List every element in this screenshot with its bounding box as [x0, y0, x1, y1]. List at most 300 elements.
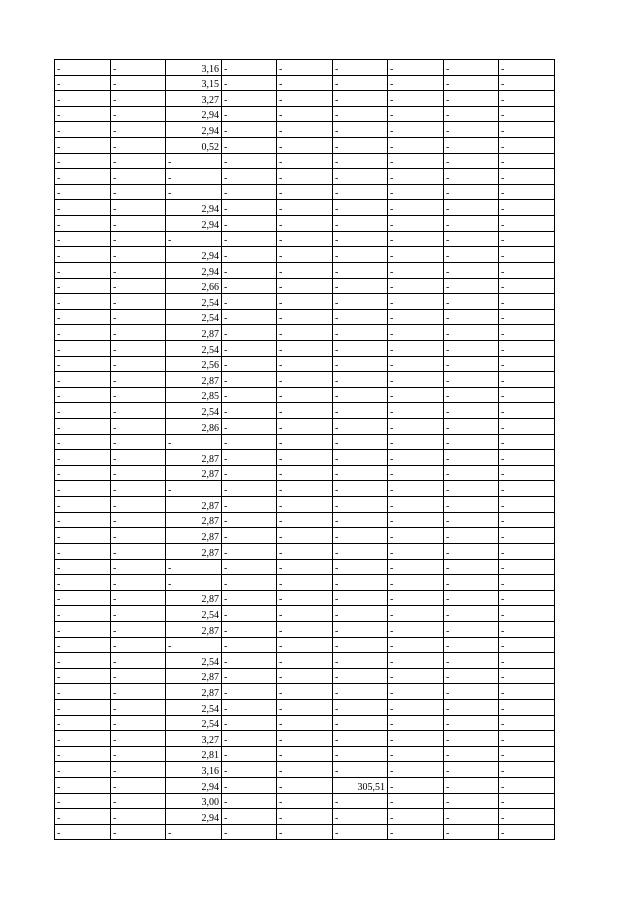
- table-cell: -: [499, 746, 555, 762]
- table-cell: -: [277, 543, 333, 559]
- table-cell: -: [499, 606, 555, 622]
- table-cell: -: [277, 106, 333, 122]
- table-cell: -: [111, 138, 166, 154]
- table-row: [55, 309, 555, 325]
- table-cell: -: [55, 715, 111, 731]
- table-cell: 2,94: [166, 247, 222, 263]
- table-cell: -: [444, 621, 499, 637]
- table-row: [55, 559, 555, 575]
- table-row: [55, 778, 555, 794]
- table-cell: -: [55, 824, 111, 840]
- table-cell: -: [444, 465, 499, 481]
- table-row: [55, 450, 555, 466]
- table-cell: -: [333, 91, 388, 107]
- table-cell: -: [277, 231, 333, 247]
- table-cell: -: [55, 184, 111, 200]
- table-cell: -: [277, 450, 333, 466]
- table-cell: -: [499, 434, 555, 450]
- table-cell: 2,54: [166, 715, 222, 731]
- table-cell: -: [111, 684, 166, 700]
- table-cell: -: [222, 684, 277, 700]
- table-cell: -: [222, 778, 277, 794]
- table-cell: -: [444, 497, 499, 513]
- table-cell: -: [388, 153, 444, 169]
- table-cell: -: [388, 512, 444, 528]
- table-cell: -: [277, 715, 333, 731]
- table-cell: -: [333, 356, 388, 372]
- table-cell: -: [333, 653, 388, 669]
- table-cell: -: [222, 75, 277, 91]
- table-cell: -: [388, 75, 444, 91]
- table-cell: -: [388, 106, 444, 122]
- table-cell: -: [333, 387, 388, 403]
- table-cell: -: [277, 325, 333, 341]
- table-cell: -: [277, 559, 333, 575]
- table-cell: -: [388, 184, 444, 200]
- table-cell: -: [222, 122, 277, 138]
- table-cell: 305,51: [333, 778, 388, 794]
- table-cell: -: [111, 200, 166, 216]
- table-cell: -: [55, 575, 111, 591]
- table-row: [55, 60, 555, 76]
- table-cell: -: [499, 699, 555, 715]
- table-cell: -: [222, 294, 277, 310]
- table-cell: -: [111, 450, 166, 466]
- table-cell: -: [444, 262, 499, 278]
- table-cell: -: [222, 497, 277, 513]
- table-cell: -: [222, 169, 277, 185]
- table-cell: -: [333, 762, 388, 778]
- table-cell: 2,87: [166, 450, 222, 466]
- table-cell: -: [222, 512, 277, 528]
- table-cell: 2,87: [166, 465, 222, 481]
- table-cell: -: [333, 325, 388, 341]
- table-cell: -: [277, 60, 333, 76]
- table-cell: -: [111, 106, 166, 122]
- table-cell: -: [333, 262, 388, 278]
- table-cell: -: [222, 746, 277, 762]
- table-cell: -: [111, 294, 166, 310]
- table-cell: -: [55, 309, 111, 325]
- table-cell: -: [222, 668, 277, 684]
- table-cell: -: [444, 169, 499, 185]
- table-cell: 2,87: [166, 668, 222, 684]
- table-cell: -: [333, 699, 388, 715]
- table-cell: -: [55, 325, 111, 341]
- table-row: [55, 91, 555, 107]
- table-row: [55, 731, 555, 747]
- table-cell: -: [388, 575, 444, 591]
- table-cell: -: [55, 731, 111, 747]
- table-cell: -: [333, 481, 388, 497]
- table-cell: -: [55, 699, 111, 715]
- table-cell: -: [222, 403, 277, 419]
- table-cell: 2,94: [166, 216, 222, 232]
- table-cell: -: [444, 793, 499, 809]
- table-cell: -: [444, 809, 499, 825]
- table-cell: -: [388, 325, 444, 341]
- table-cell: -: [166, 153, 222, 169]
- table-row: [55, 715, 555, 731]
- table-cell: -: [333, 278, 388, 294]
- table-row: [55, 184, 555, 200]
- table-cell: -: [222, 715, 277, 731]
- table-cell: -: [499, 824, 555, 840]
- table-cell: -: [499, 262, 555, 278]
- table-cell: -: [222, 262, 277, 278]
- table-cell: -: [222, 278, 277, 294]
- table-cell: -: [277, 637, 333, 653]
- table-row: [55, 762, 555, 778]
- table-cell: -: [111, 372, 166, 388]
- table-cell: -: [499, 153, 555, 169]
- table-cell: -: [499, 512, 555, 528]
- table-cell: -: [222, 465, 277, 481]
- table-cell: -: [55, 434, 111, 450]
- table-cell: -: [111, 653, 166, 669]
- table-cell: -: [55, 247, 111, 263]
- table-cell: -: [277, 793, 333, 809]
- table-row: [55, 75, 555, 91]
- table-cell: -: [499, 684, 555, 700]
- table-cell: -: [499, 169, 555, 185]
- table-cell: -: [499, 450, 555, 466]
- table-cell: -: [444, 590, 499, 606]
- table-cell: -: [111, 528, 166, 544]
- table-cell: -: [499, 294, 555, 310]
- table-cell: -: [277, 575, 333, 591]
- table-row: [55, 606, 555, 622]
- table-cell: -: [55, 387, 111, 403]
- table-cell: -: [333, 153, 388, 169]
- table-cell: -: [55, 169, 111, 185]
- table-cell: -: [333, 668, 388, 684]
- table-row: [55, 699, 555, 715]
- table-cell: -: [333, 200, 388, 216]
- table-cell: -: [388, 450, 444, 466]
- table-cell: 2,54: [166, 309, 222, 325]
- table-cell: -: [55, 465, 111, 481]
- table-cell: -: [111, 621, 166, 637]
- table-cell: -: [388, 684, 444, 700]
- table-cell: -: [499, 575, 555, 591]
- table-row: [55, 793, 555, 809]
- table-cell: 3,16: [166, 60, 222, 76]
- table-cell: -: [277, 200, 333, 216]
- table-cell: 2,94: [166, 200, 222, 216]
- table-cell: -: [277, 512, 333, 528]
- table-cell: -: [55, 653, 111, 669]
- table-cell: -: [444, 575, 499, 591]
- table-cell: -: [499, 621, 555, 637]
- table-cell: -: [111, 169, 166, 185]
- table-cell: 2,87: [166, 512, 222, 528]
- table-cell: -: [277, 528, 333, 544]
- table-cell: -: [222, 559, 277, 575]
- table-cell: -: [444, 122, 499, 138]
- table-cell: -: [111, 309, 166, 325]
- table-cell: -: [111, 731, 166, 747]
- table-cell: -: [388, 778, 444, 794]
- table-cell: -: [111, 590, 166, 606]
- table-cell: -: [277, 75, 333, 91]
- table-cell: -: [111, 809, 166, 825]
- table-cell: -: [388, 481, 444, 497]
- table-cell: -: [333, 106, 388, 122]
- table-cell: -: [444, 824, 499, 840]
- table-cell: -: [388, 543, 444, 559]
- table-row: [55, 325, 555, 341]
- table-cell: 3,27: [166, 91, 222, 107]
- table-cell: -: [222, 590, 277, 606]
- table-cell: -: [277, 590, 333, 606]
- table-row: [55, 372, 555, 388]
- table-cell: -: [166, 169, 222, 185]
- table-cell: -: [222, 731, 277, 747]
- table-cell: -: [388, 559, 444, 575]
- table-cell: -: [222, 372, 277, 388]
- table-cell: -: [444, 309, 499, 325]
- table-cell: -: [277, 356, 333, 372]
- table-cell: -: [333, 512, 388, 528]
- table-cell: -: [333, 419, 388, 435]
- table-body: [55, 60, 555, 840]
- table-cell: 2,87: [166, 590, 222, 606]
- table-cell: 2,86: [166, 419, 222, 435]
- table-cell: -: [55, 762, 111, 778]
- table-cell: -: [388, 60, 444, 76]
- table-cell: 3,00: [166, 793, 222, 809]
- table-cell: -: [388, 715, 444, 731]
- table-cell: -: [277, 309, 333, 325]
- table-cell: 2,87: [166, 325, 222, 341]
- spreadsheet-page: [54, 59, 554, 840]
- table-row: [55, 278, 555, 294]
- table-row: [55, 294, 555, 310]
- table-cell: -: [499, 778, 555, 794]
- table-cell: -: [388, 387, 444, 403]
- table-cell: -: [277, 824, 333, 840]
- table-cell: -: [388, 434, 444, 450]
- table-cell: -: [222, 699, 277, 715]
- table-cell: -: [55, 809, 111, 825]
- table-row: [55, 481, 555, 497]
- table-cell: -: [499, 419, 555, 435]
- table-cell: 0,52: [166, 138, 222, 154]
- table-cell: -: [111, 762, 166, 778]
- table-cell: -: [388, 294, 444, 310]
- table-row: [55, 465, 555, 481]
- table-cell: -: [444, 75, 499, 91]
- table-cell: -: [499, 60, 555, 76]
- table-cell: -: [388, 621, 444, 637]
- table-row: [55, 153, 555, 169]
- table-cell: -: [166, 231, 222, 247]
- table-cell: -: [111, 778, 166, 794]
- table-cell: -: [111, 668, 166, 684]
- table-cell: -: [111, 575, 166, 591]
- table-cell: -: [55, 621, 111, 637]
- table-cell: -: [388, 762, 444, 778]
- table-cell: -: [55, 216, 111, 232]
- table-cell: -: [55, 793, 111, 809]
- table-cell: -: [444, 403, 499, 419]
- table-cell: -: [55, 606, 111, 622]
- table-cell: -: [277, 262, 333, 278]
- table-cell: -: [444, 419, 499, 435]
- table-cell: -: [277, 434, 333, 450]
- table-cell: -: [55, 356, 111, 372]
- table-cell: -: [166, 559, 222, 575]
- table-cell: -: [388, 262, 444, 278]
- table-cell: -: [444, 762, 499, 778]
- table-cell: -: [277, 247, 333, 263]
- table-row: [55, 216, 555, 232]
- table-cell: -: [111, 465, 166, 481]
- table-cell: -: [111, 153, 166, 169]
- table-cell: -: [333, 247, 388, 263]
- table-cell: -: [222, 450, 277, 466]
- table-cell: -: [111, 497, 166, 513]
- table-cell: -: [277, 278, 333, 294]
- table-cell: -: [55, 559, 111, 575]
- table-cell: -: [444, 60, 499, 76]
- table-cell: -: [222, 216, 277, 232]
- table-cell: -: [111, 559, 166, 575]
- table-cell: -: [333, 809, 388, 825]
- table-cell: -: [222, 200, 277, 216]
- table-cell: -: [333, 434, 388, 450]
- table-cell: -: [55, 153, 111, 169]
- table-cell: -: [222, 184, 277, 200]
- data-table: [54, 59, 555, 840]
- table-cell: -: [222, 621, 277, 637]
- table-cell: -: [55, 138, 111, 154]
- table-cell: -: [444, 294, 499, 310]
- table-cell: -: [388, 793, 444, 809]
- table-cell: -: [499, 356, 555, 372]
- table-cell: -: [55, 340, 111, 356]
- table-cell: -: [333, 294, 388, 310]
- table-cell: -: [388, 122, 444, 138]
- table-cell: -: [277, 653, 333, 669]
- table-cell: -: [499, 138, 555, 154]
- table-cell: -: [333, 824, 388, 840]
- table-cell: -: [388, 746, 444, 762]
- table-row: [55, 746, 555, 762]
- table-cell: -: [222, 809, 277, 825]
- table-cell: -: [277, 419, 333, 435]
- table-row: [55, 684, 555, 700]
- table-cell: -: [55, 372, 111, 388]
- table-row: [55, 528, 555, 544]
- table-cell: -: [444, 434, 499, 450]
- table-cell: 2,54: [166, 653, 222, 669]
- table-cell: -: [277, 762, 333, 778]
- table-cell: 2,87: [166, 621, 222, 637]
- table-cell: -: [55, 294, 111, 310]
- table-cell: -: [222, 60, 277, 76]
- table-cell: -: [499, 184, 555, 200]
- table-cell: -: [111, 403, 166, 419]
- table-cell: -: [55, 778, 111, 794]
- table-cell: -: [111, 434, 166, 450]
- table-cell: -: [277, 169, 333, 185]
- table-cell: -: [444, 387, 499, 403]
- table-cell: -: [499, 403, 555, 419]
- table-cell: -: [333, 309, 388, 325]
- table-cell: -: [333, 340, 388, 356]
- table-cell: -: [388, 247, 444, 263]
- table-cell: -: [444, 512, 499, 528]
- table-cell: -: [277, 91, 333, 107]
- table-cell: -: [333, 590, 388, 606]
- table-cell: -: [277, 684, 333, 700]
- table-cell: -: [388, 91, 444, 107]
- table-cell: 2,87: [166, 372, 222, 388]
- table-cell: -: [222, 793, 277, 809]
- table-cell: -: [222, 356, 277, 372]
- table-cell: -: [111, 543, 166, 559]
- table-cell: -: [499, 325, 555, 341]
- table-cell: -: [333, 497, 388, 513]
- table-cell: -: [499, 715, 555, 731]
- table-row: [55, 809, 555, 825]
- table-cell: 2,54: [166, 340, 222, 356]
- table-cell: -: [444, 606, 499, 622]
- table-cell: -: [444, 528, 499, 544]
- table-cell: -: [499, 91, 555, 107]
- table-cell: 2,85: [166, 387, 222, 403]
- table-cell: -: [388, 824, 444, 840]
- table-cell: -: [277, 122, 333, 138]
- table-cell: -: [388, 278, 444, 294]
- table-cell: -: [55, 106, 111, 122]
- table-cell: -: [55, 668, 111, 684]
- table-cell: -: [222, 340, 277, 356]
- table-cell: -: [333, 731, 388, 747]
- table-cell: -: [166, 824, 222, 840]
- table-cell: -: [55, 684, 111, 700]
- table-cell: -: [277, 699, 333, 715]
- table-cell: -: [499, 497, 555, 513]
- table-cell: -: [388, 372, 444, 388]
- table-cell: -: [444, 746, 499, 762]
- table-cell: -: [166, 481, 222, 497]
- table-cell: 3,16: [166, 762, 222, 778]
- table-cell: -: [333, 637, 388, 653]
- table-cell: -: [277, 606, 333, 622]
- table-cell: -: [55, 512, 111, 528]
- table-row: [55, 247, 555, 263]
- table-cell: -: [277, 294, 333, 310]
- table-row: [55, 543, 555, 559]
- table-cell: -: [111, 419, 166, 435]
- table-cell: -: [166, 184, 222, 200]
- table-cell: -: [333, 684, 388, 700]
- table-cell: -: [111, 60, 166, 76]
- table-cell: -: [388, 809, 444, 825]
- table-cell: -: [222, 91, 277, 107]
- table-cell: 2,66: [166, 278, 222, 294]
- table-cell: -: [388, 403, 444, 419]
- table-row: [55, 122, 555, 138]
- table-cell: -: [444, 325, 499, 341]
- table-cell: 3,27: [166, 731, 222, 747]
- table-cell: -: [499, 278, 555, 294]
- table-cell: -: [277, 216, 333, 232]
- table-cell: -: [444, 731, 499, 747]
